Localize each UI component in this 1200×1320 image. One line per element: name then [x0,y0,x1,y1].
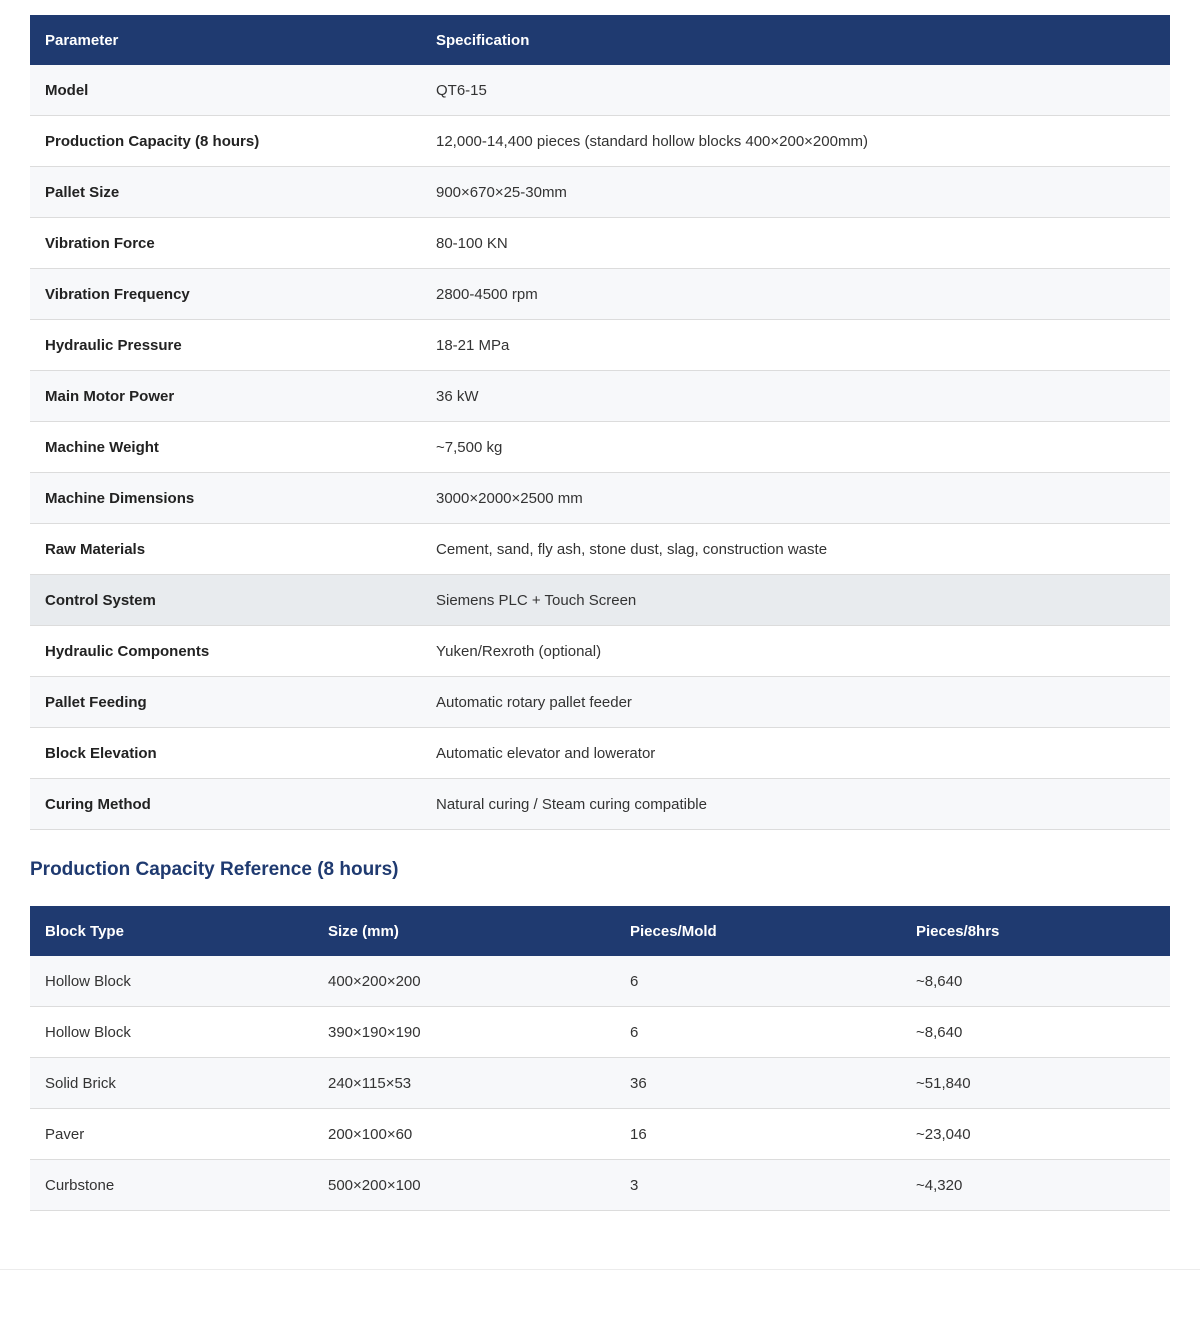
table-row [30,728,1170,779]
spec-parameter-cell: Hydraulic Pressure [30,320,421,371]
size-cell: 200×100×60 [313,1109,615,1160]
spec-value-cell: 900×670×25-30mm [421,167,1170,218]
pieces-mold-cell: 16 [615,1109,901,1160]
pieces-8hrs-cell: ~8,640 [901,956,1170,1007]
spec-value-cell: 12,000-14,400 pieces (standard hollow blocks 400×200×200mm) [421,116,1170,167]
pieces-mold-cell: 36 [615,1058,901,1109]
table-row [30,269,1170,320]
table-row [30,473,1170,524]
table-row [30,218,1170,269]
spec-table-body [30,65,1170,830]
spec-table-header-row [30,15,1170,65]
spec-parameter-cell: Block Elevation [30,728,421,779]
spec-parameter-cell: Vibration Frequency [30,269,421,320]
spec-value-cell: Siemens PLC + Touch Screen [421,575,1170,626]
table-row [30,65,1170,116]
capacity-table-header-row [30,906,1170,956]
table-row [30,1007,1170,1058]
spec-value-cell: Automatic rotary pallet feeder [421,677,1170,728]
pieces-mold-cell: 6 [615,1007,901,1058]
table-row [30,1109,1170,1160]
spec-parameter-cell: Machine Weight [30,422,421,473]
table-row [30,1160,1170,1211]
spec-value-cell: QT6-15 [421,65,1170,116]
pieces-8hrs-cell: ~51,840 [901,1058,1170,1109]
spec-parameter-cell: Pallet Feeding [30,677,421,728]
size-cell: 240×115×53 [313,1058,615,1109]
spec-parameter-cell: Raw Materials [30,524,421,575]
capacity-section-title: Production Capacity Reference (8 hours) [30,859,399,880]
table-row [30,956,1170,1007]
block-type-cell: Curbstone [30,1160,313,1211]
size-cell: 400×200×200 [313,956,615,1007]
table-row [30,320,1170,371]
table-row [30,626,1170,677]
spec-parameter-cell: Pallet Size [30,167,421,218]
block-type-cell: Hollow Block [30,1007,313,1058]
specification-table [30,15,1170,830]
capacity-header-pieces-8hrs: Pieces/8hrs [916,922,1000,940]
spec-value-cell: Natural curing / Steam curing compatible [421,779,1170,830]
spec-header-parameter: Parameter [45,31,119,49]
spec-parameter-cell: Main Motor Power [30,371,421,422]
pieces-8hrs-cell: ~8,640 [901,1007,1170,1058]
table-row [30,1058,1170,1109]
block-type-cell: Paver [30,1109,313,1160]
table-row [30,575,1170,626]
block-type-cell: Hollow Block [30,956,313,1007]
capacity-header-block-type: Block Type [45,922,124,940]
table-row [30,116,1170,167]
spec-parameter-cell: Model [30,65,421,116]
spec-parameter-cell: Control System [30,575,421,626]
capacity-header-pieces-mold: Pieces/Mold [630,922,717,940]
pieces-mold-cell: 6 [615,956,901,1007]
spec-parameter-cell: Vibration Force [30,218,421,269]
table-row [30,524,1170,575]
spec-parameter-cell: Curing Method [30,779,421,830]
table-row [30,779,1170,830]
table-row [30,422,1170,473]
spec-value-cell: 2800-4500 rpm [421,269,1170,320]
spec-value-cell: Automatic elevator and lowerator [421,728,1170,779]
spec-value-cell: 18-21 MPa [421,320,1170,371]
spec-value-cell: Yuken/Rexroth (optional) [421,626,1170,677]
block-type-cell: Solid Brick [30,1058,313,1109]
table-row [30,677,1170,728]
table-row [30,167,1170,218]
size-cell: 500×200×100 [313,1160,615,1211]
capacity-header-size: Size (mm) [328,922,399,940]
spec-value-cell: 36 kW [421,371,1170,422]
spec-value-cell: ~7,500 kg [421,422,1170,473]
pieces-8hrs-cell: ~4,320 [901,1160,1170,1211]
spec-value-cell: Cement, sand, fly ash, stone dust, slag, construction waste [421,524,1170,575]
capacity-table-body [30,956,1170,1211]
spec-parameter-cell: Machine Dimensions [30,473,421,524]
size-cell: 390×190×190 [313,1007,615,1058]
spec-value-cell: 80-100 KN [421,218,1170,269]
spec-header-specification: Specification [436,31,530,49]
spec-parameter-cell: Hydraulic Components [30,626,421,677]
capacity-table-container [30,906,1170,1211]
table-row [30,371,1170,422]
capacity-table [30,906,1170,1211]
spec-table-container [30,15,1170,830]
pieces-8hrs-cell: ~23,040 [901,1109,1170,1160]
pieces-mold-cell: 3 [615,1160,901,1211]
spec-value-cell: 3000×2000×2500 mm [421,473,1170,524]
spec-parameter-cell: Production Capacity (8 hours) [30,116,421,167]
footer-divider [0,1269,1200,1270]
